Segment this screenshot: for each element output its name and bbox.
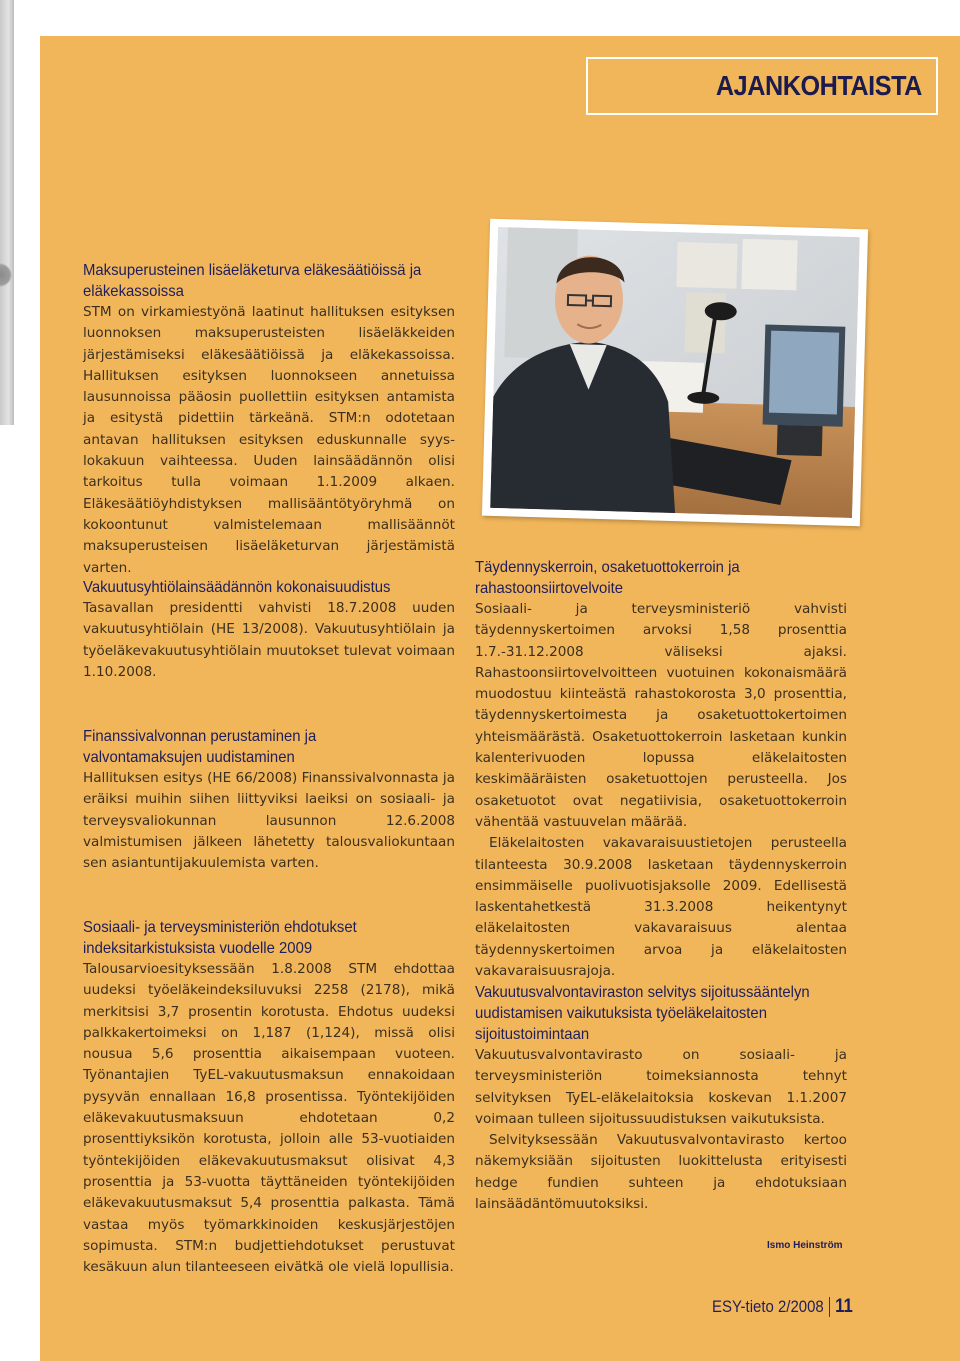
article-indeksitarkistukset: [83, 917, 455, 1278]
article-finanssivalvonta: [83, 726, 455, 874]
article-paragraph: Talousarvioesityksessään 1.8.2008 STM ehdottaa uudeksi työeläkeindeksiluvuksi 2258 (2178), mikä merkitsisi 3,7 prosentin korotusta. Ehdotus uudeksi palkkakertoimeksi on 1,187 (1,124), missä olisi nousua 5,6 prosenttia aikaisempaan vuoteen. Työnantajien TyEL-vakuutusmaksun ennakoidaan pysyvän ennallaan 16,8 prosentissa. Työntekijöiden eläkevakuutusmaksuun ehdotetaan 0,2 prosenttiyksikön korotusta, jolloin alle 53-vuotiaiden työntekijöiden eläkevakuutusmaksut olisivat 4,3 prosenttia ja 53-vuotta täyttäneiden työntekijöiden eläkevakuutusmaksut 5,4 prosenttia palkasta. Tämä vastaa myös työmarkkinoiden keskusjärjestöjen sopimusta. STM:n budjettiehdotukset perustuvat kesäkuun alun tilanteeseen eivätkä ole vielä lopullisia.: [83, 961, 455, 1276]
article-title: Finanssivalvonnan perustaminen ja valvontamaksujen uudistaminen: [83, 728, 317, 766]
article-title: Vakuutusvalvontaviraston selvitys sijoitussääntelyn uudistamisen vaikutuksista työeläkelaitosten sijoitustoimintaan: [475, 984, 810, 1043]
author-photo: [482, 219, 868, 526]
author-signature: Ismo Heinström: [767, 1240, 843, 1251]
article-paragraph: Vakuutusvalvontavirasto on sosiaali- ja terveysministeriön toimeksiannosta tehnyt selvityksen TyEL-eläkelaitoksia koskevan 1.1.2007 voimaan tulleen sijoitussuudistuksen vaikutuksista.: [475, 1047, 847, 1127]
article-paragraph: Hallituksen esitys (HE 66/2008) Finanssivalvonnasta ja eräiksi muihin siihen liittyviksi laeiksi on sosiaali- ja terveysvaliokunnan lausunnon 12.6.2008 valmistumisen jälkeen lähetetty talousvaliokuntaan sen asiantuntijakuulemista varten.: [83, 770, 455, 872]
article-taydennyskerroin: [475, 557, 847, 982]
article-title: Sosiaali- ja terveysministeriön ehdotukset indeksitarkistuksista vuodelle 2009: [83, 919, 357, 957]
article-paragraph: Sosiaali- ja terveysministeriö vahvisti täydennyskertoimen arvoksi 1,58 prosenttia 1.7.-31.12.2008 väliseksi ajaksi. Rahastoonsiirtovelvoitteen vuotuinen kokonaismäärä muodostuu kiinteästä rahastokorosta 3,0 prosenttia, täydennyskertoimesta ja osaketuottokertoimen yhteismäärästä. Osaketuottokerroin lasketaan kunkin kalenterivuoden lopussa eläkelaitosten keskimääräisten osaketuottojen perusteella. Jos osaketuotot ovat negatiivisia, osaketuottokerroin vähentää vastuuvelan määrää.: [475, 601, 847, 830]
footer-separator: [829, 1297, 830, 1317]
section-header: [586, 57, 938, 115]
article-eläkesäätiöt: [83, 260, 455, 579]
article-paragraph: Eläkelaitosten vakavaraisuustietojen perusteella tilanteesta 30.9.2008 lasketaan täydennyskerroin ensimmäiselle puolivuotisjaksolle 2009. Edellisestä laskentahetkestä 31.3.2008 heikentynyt eläkelaitosten vakavaraisuus alentaa täydennyskertoimen arvoa ja eläkelaitosten vakavaraisuusrajoja.: [475, 835, 847, 980]
author-photo-image: [490, 227, 860, 518]
page-number: 11: [835, 1296, 853, 1317]
article-vakuutusyhtiolaki: [83, 577, 455, 683]
left-margin-strip: [0, 0, 14, 425]
article-title: Täydennyskerroin, osaketuottokerroin ja rahastoonsiirtovelvoite: [475, 559, 740, 597]
article-title: Vakuutusyhtiölainsäädännön kokonaisuudistus: [83, 579, 391, 596]
publication-name: ESY-tieto 2/2008: [712, 1297, 824, 1316]
article-paragraph: Selvityksessään Vakuutusvalvontavirasto kertoo näkemyksiään sijoitusten luokittelusta erityisesti hedge fundien suhteen ja ehdotuksiaan lainsäädäntömuutoksiksi.: [475, 1132, 847, 1213]
page-footer: [712, 1296, 853, 1318]
article-paragraph: Tasavallan presidentti vahvisti 18.7.2008 uuden vakuutusyhtiölain (HE 13/2008). Vakuutusyhtiölain ja työeläkevakuutusyhtiölain muutokset tulevat voimaan 1.10.2008.: [83, 600, 455, 680]
article-sijoitussaantely: [475, 982, 847, 1215]
article-paragraph: STM on virkamiestyönä laatinut hallituksen esityksen luonnoksen maksuperusteisten lisäeläkkeiden järjestämiseksi eläkesäätiöissä ja eläkekassoissa. Hallituksen esityksen luonnokseen annetuissa lausunnoissa pääosin puollettiin esityksen antamista ja esitystä pidettiin tärkeänä. STM:n odotetaan antavan hallituksen esityksen eduskunnalle syys-lokakuun vaihteessa. Uuden lainsäädännön olisi tarkoitus tulla voimaan 1.1.2009 alkaen. Eläkesäätiöyhdistyksen mallisääntötyöryhmä on kokoontunut valmistelemaan mallisäännöt maksuperusteisen lisäeläketurvan järjestämistä varten.: [83, 304, 455, 576]
article-title: Maksuperusteinen lisäeläketurva eläkesäätiöissä ja eläkekassoissa: [83, 262, 422, 300]
section-title: AJANKOHTAISTA: [715, 70, 922, 101]
